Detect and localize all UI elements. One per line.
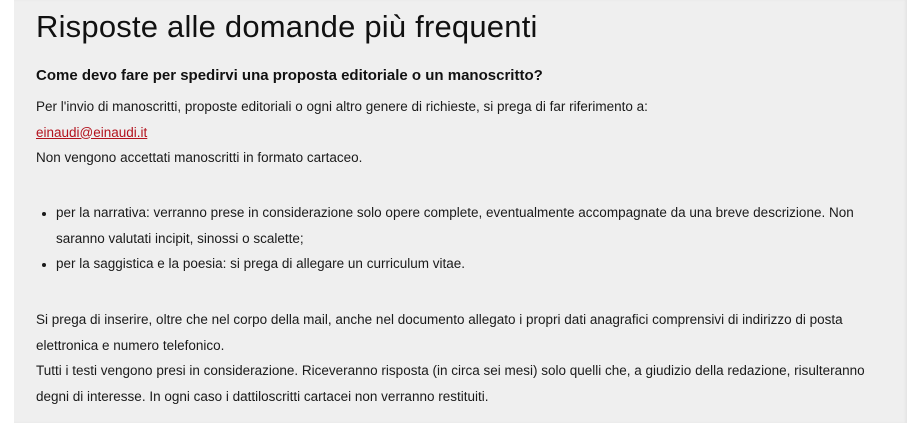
faq-question: Come devo fare per spedirvi una proposta editoriale o un manoscritto? xyxy=(36,67,543,84)
data-note-text: Si prega di inserire, oltre che nel corpo della mail, anche nel documento allegato i propri dati anagrafici comprensivi di indirizzo di posta elettronica e numero telefonico. xyxy=(36,312,843,353)
reply-note-text: Tutti i testi vengono presi in considerazione. Riceveranno risposta (in circa sei mesi) solo quelli che, a giudizio della redazione, risulteranno degni di interesse. In ogni caso i dattiloscritti cartacei non verranno restituiti. xyxy=(36,363,865,404)
faq-panel xyxy=(14,0,907,423)
guidelines-list xyxy=(36,200,886,277)
list-item: • per la narrativa: verranno prese in considerazione solo opere complete, eventualmente accompagnate da una breve descrizione. Non saranno valutati incipit, sinossi o scalette; xyxy=(56,200,886,251)
faq-answer-intro-block xyxy=(36,94,648,171)
no-paper-text: Non vengono accettati manoscritti in formato cartaceo. xyxy=(36,150,363,165)
email-link[interactable]: einaudi@einaudi.it xyxy=(36,124,148,140)
page-title: Risposte alle domande più frequenti xyxy=(36,9,538,44)
faq-notes-block xyxy=(36,307,876,409)
faq-intro-text: Per l'invio di manoscritti, proposte editoriali o ogni altro genere di richieste, si prega di far riferimento a: xyxy=(36,99,648,114)
list-item: • per la saggistica e la poesia: si prega di allegare un curriculum vitae. xyxy=(56,251,886,277)
